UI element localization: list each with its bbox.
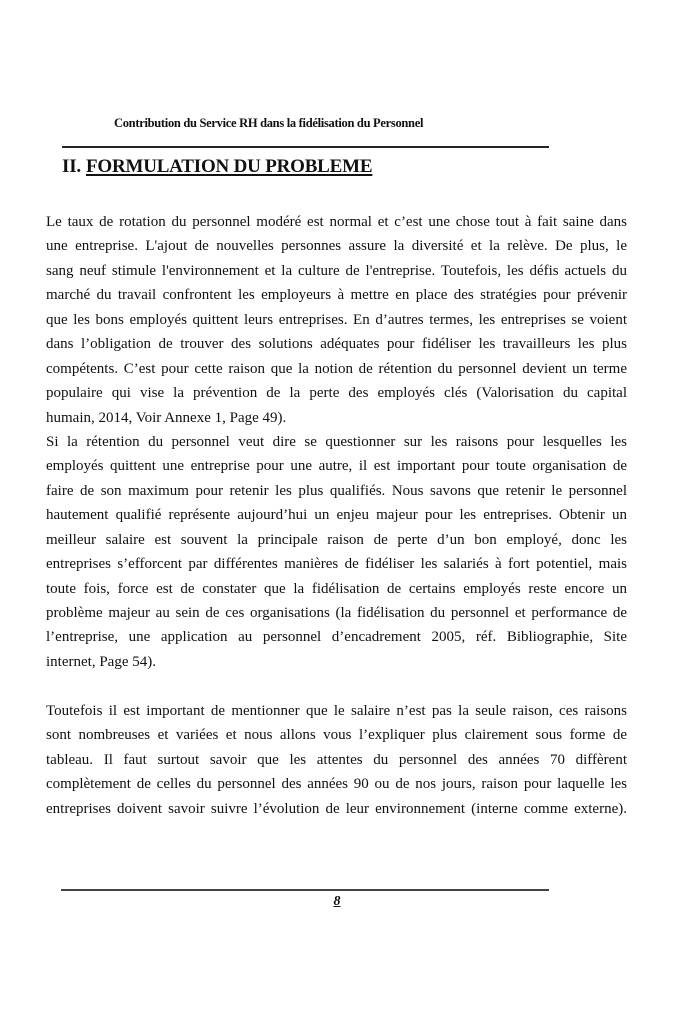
text-line: tableau. Il faut surtout savoir que les attentes du personnel des années 70 diffèrent (46, 751, 627, 768)
text-line: faire de son maximum pour retenir les plus qualifiés. Nous savons que retenir le personnel (46, 482, 627, 499)
text-line: toute fois, force est de constater que la fidélisation de certains employés reste encore un (46, 580, 627, 597)
text-line: problème majeur au sein de ces organisations (la fidélisation du personnel et performance de (46, 605, 627, 621)
header-rule (62, 146, 549, 148)
text-line: une entreprise. L'ajout de nouvelles personnes assure la diversité et la relève. De plus, le (46, 238, 627, 255)
page-number: 8 (333, 894, 341, 909)
text-line: l’entreprise, une application au personnel d’encadrement 2005, réf. Bibliographie, Site (46, 629, 627, 646)
section-title-text: FORMULATION DU PROBLEME (85, 156, 373, 177)
text-line: Si la rétention du personnel veut dire se questionner sur les raisons pour lesquelles les (46, 433, 627, 450)
text-line: populaire qui vise la prévention de la perte des employés clés (Valorisation du capital (46, 385, 627, 402)
section-number: II. (62, 156, 81, 177)
text-line: meilleur salaire est souvent la principale raison de perte d’un bon employé, donc les (46, 531, 627, 548)
text-line: internet, Page 54). (46, 653, 156, 670)
section-heading (62, 156, 372, 178)
text-line: complètement de celles du personnel des années 90 ou de nos jours, raison pour laquelle les (46, 776, 627, 793)
text-line: marché du travail confrontent les employeurs à mettre en place des stratégies pour prévenir (46, 287, 627, 304)
footer-rule (61, 889, 549, 891)
text-line: Le taux de rotation du personnel modéré est normal et c’est une chose tout à fait saine dans (46, 214, 627, 230)
paragraph-2 (46, 430, 627, 674)
running-header: Contribution du Service RH dans la fidélisation du Personnel (114, 116, 424, 130)
text-line: compétents. C’est pour cette raison que la notion de rétention du personnel devient un terme (46, 360, 627, 377)
text-line: que les bons employés quittent leurs entreprises. En d’autres termes, les entreprises se voient (46, 311, 627, 328)
body-text (46, 210, 627, 821)
text-line: sont nombreuses et variées et nous allons vous l’expliquer plus clairement sous forme de (46, 727, 627, 744)
text-line: hautement qualifié représente aujourd’hui un enjeu majeur pour les entreprises. Obtenir un (46, 507, 627, 524)
text-line: sang neuf stimule l'environnement et la culture de l'entreprise. Toutefois, les défis actuels du (46, 262, 627, 279)
text-line: employés quittent une entreprise pour une autre, il est important pour toute organisation de (46, 458, 627, 475)
text-line: dans l’obligation de trouver des solutions adéquates pour fidéliser les travailleurs les plus (46, 336, 627, 353)
paragraph-3 (46, 699, 627, 821)
text-line: humain, 2014, Voir Annexe 1, Page 49). (46, 409, 287, 426)
text-line: entreprises s’efforcent par différentes manières de fidéliser les salariés à fort potentiel, mais (46, 556, 627, 573)
text-line: Toutefois il est important de mentionner que le salaire n’est pas la seule raison, ces raisons (46, 702, 627, 719)
paragraph-1 (46, 210, 627, 430)
text-line: entreprises doivent savoir suivre l’évolution de leur environnement (interne comme externe). (46, 800, 627, 817)
